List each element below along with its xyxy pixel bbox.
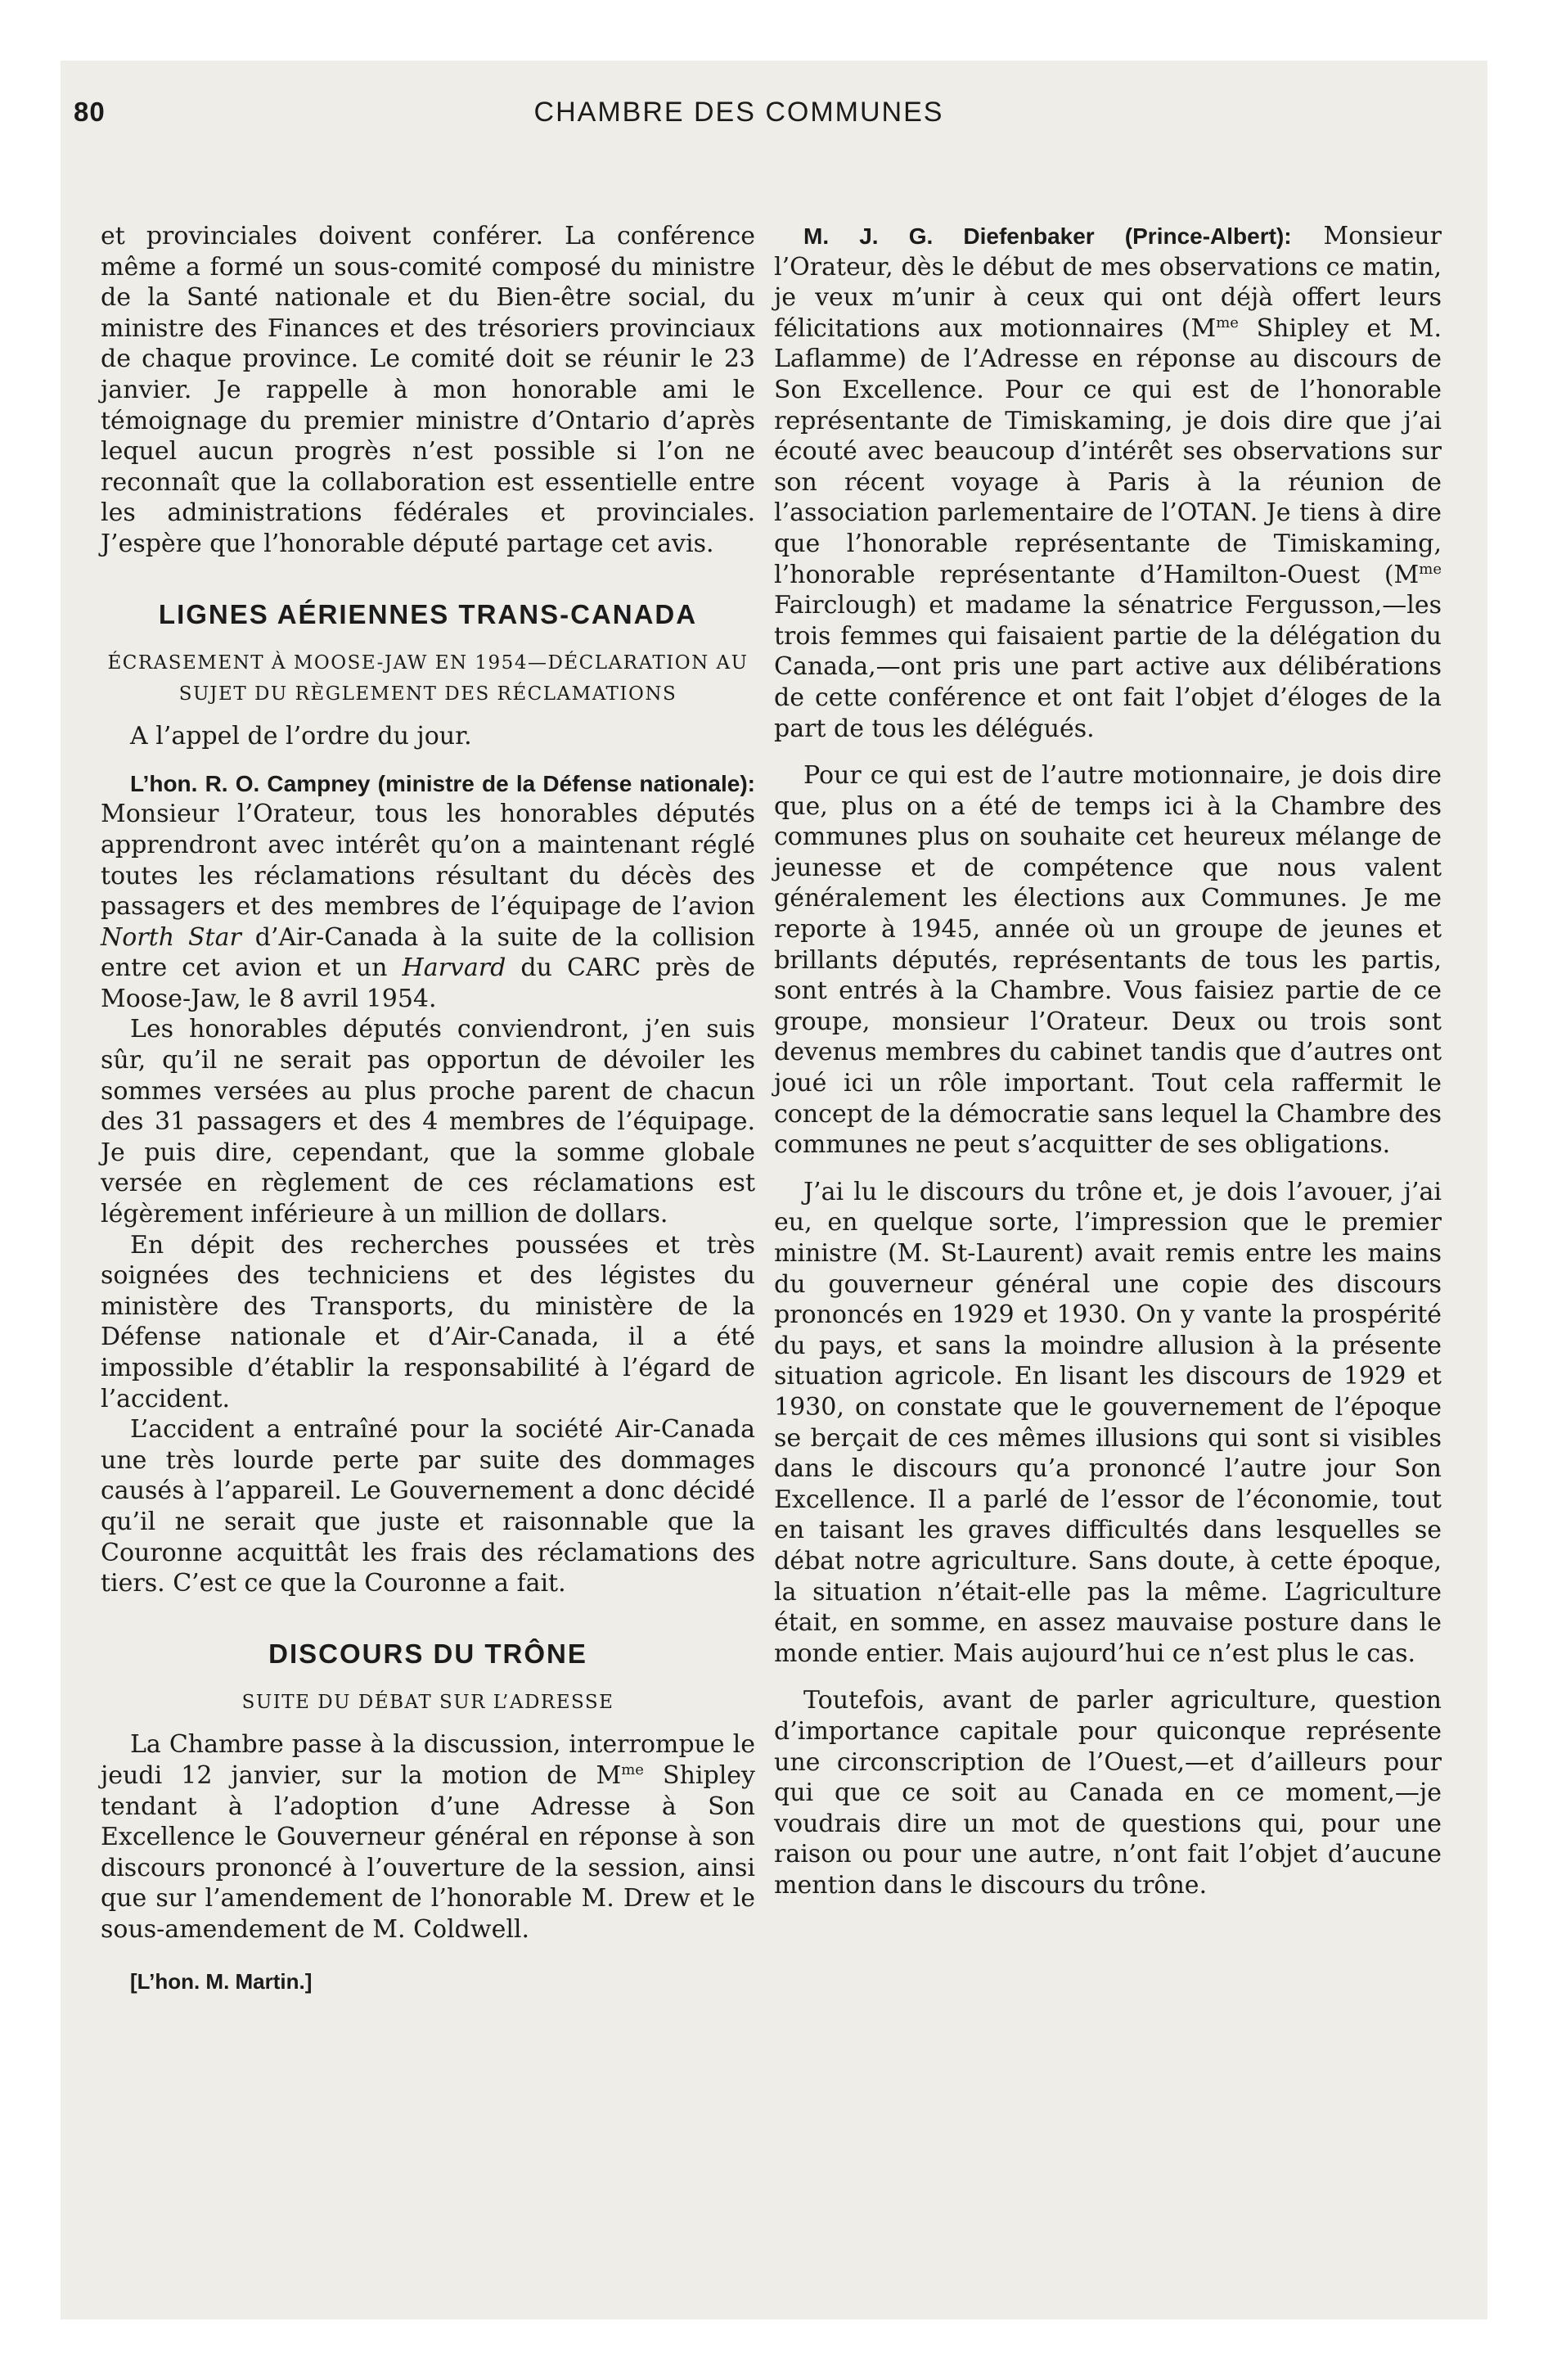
paragraph-motion: La Chambre passe à la discussion, interrompue le jeudi 12 janvier, sur la motion de $M^{me}$ Shipley tendant à l’adoption d’une Adresse à Son Excellence le Gouverneur général en réponse à son discours prononcé à l’ouverture de la session, ainsi que sur l’amendement de l’honorable M. Drew et le sous-amendement de M. Coldwell. [101,1730,755,1944]
paragraph: Les honorables députés conviendront, j’en suis sûr, qu’il ne serait pas opportun de dévoiler les sommes versées au plus proche parent de chacun des 31 passagers et des 4 membres de l’équipage. Je puis dire, cependant, que la somme globale versée en règlement de ces réclamations est légèrement inférieure à un million de dollars. [101,1015,755,1229]
speaker-attribution: [L’hon. M. Martin.] [130,1968,313,1994]
paragraph-diefenbaker: M. J. G. Diefenbaker (Prince-Albert): Monsieur l’Orateur, dès le début de mes observations ce matin, je veux m’unir à ceux qui ont déjà offert leurs félicitations aux motionnaires ($M^{me}$ Shipley et M. Laflamme) de l’Adresse en réponse au discours de Son Excellence. Pour ce qui est de l’honorable représentante de Timiskaming, je dois dire que j’ai écouté avec beaucoup d’intérêt ses observations sur son récent voyage à Paris à la réunion de l’association parlementaire de l’OTAN. Je tiens à dire que l’honorable représentante de Timiskaming, l’honorable représentante d’Hamilton-Ouest ($M^{me}$ Fairclough) et madame la sénatrice Fergusson,—les trois femmes qui faisaient partie de la délégation du Canada,—ont pris une part active aux délibérations de cette conférence et ont fait l’objet d’éloges de la part de tous les délégués. [774,222,1442,743]
speaker-name: M. J. G. Diefenbaker (Prince-Albert): [803,223,1292,249]
paragraph: L’accident a entraîné pour la société Air-Canada une très lourde perte par suite des dommages causés à l’appareil. Le Gouvernement a donc décidé qu’il ne serait que juste et raisonnable que la Couronne acquittât les frais des réclamations des tiers. C’est ce que la Couronne a fait. [101,1415,755,1598]
paragraph: En dépit des recherches poussées et très soignées des techniciens et des légistes du ministère des Transports, du ministère de la Défense nationale et d’Air-Canada, il a été impossible d’établir la responsabilité à l’égard de l’accident. [101,1230,755,1413]
paragraph: Pour ce qui est de l’autre motionnaire, je dois dire que, plus on a été de temps ici à la Chambre des communes plus on souhaite cet heureux mélange de jeunesse et de compétence que nous valent généralement les élections aux Communes. Je me reporte à 1945, année où un groupe de jeunes et brillants députés, représentants de tous les partis, sont entrés à la Chambre. Vous faisiez partie de ce groupe, monsieur l’Orateur. Deux ou trois sont devenus membres du cabinet tandis que d’autres ont joué ici un rôle important. Tout cela raffermit le concept de la démocratie sans lequel la Chambre des communes ne peut s’acquitter de ses obligations. [774,761,1442,1160]
paragraph: J’ai lu le discours du trône et, je dois l’avouer, j’ai eu, en quelque sorte, l’impression que le premier ministre (M. St-Laurent) avait remis entre les mains du gouverneur général une copie des discours prononcés en 1929 et 1930. On y vante la prospérité du pays, et sans la moindre allusion à la présente situation agricole. En lisant les discours de 1929 et 1930, on constate que le gouvernement de l’époque se berçait de ces mêmes illusions qui sont si visibles dans le discours qu’a prononcé l’autre jour Son Excellence. Il a parlé de l’essor de l’économie, tout en taisant les graves difficultés dans lesquelles se débat notre agriculture. Sans doute, à cette époque, la situation n’était-elle pas la même. L’agriculture était, en somme, en assez mauvaise posture dans le monde entier. Mais aujourd’hui ce n’est plus le cas. [774,1177,1442,1668]
running-title: CHAMBRE DES COMMUNES [533,97,944,128]
left-column [101,221,755,1997]
paragraph-campney: L’hon. R. O. Campney (ministre de la Défense nationale): Monsieur l’Orateur, tous les honorables députés apprendront avec intérêt qu’on a maintenant réglé toutes les réclamations résultant du décès des passagers et des membres de l’équipage de l’avion North Star d’Air-Canada à la suite de la collision entre cet avion et un Harvard du CARC près de Moose-Jaw, le 8 avril 1954. [101,770,756,1013]
page-number: 80 [74,97,106,127]
paragraph: et provinciales doivent conférer. La conférence même a formé un sous-comité composé du ministre de la Santé nationale et du Bien-être social, du ministre des Finances et des trésoriers provinciaux de chaque province. Le comité doit se réunir le 23 janvier. Je rappelle à mon honorable ami le témoignage du premier ministre d’Ontario d’après lequel aucun progrès n’est possible si l’on ne reconnaît que la collaboration est essentielle entre les administrations fédérales et provinciales. J’espère que l’honorable député partage cet avis. [101,222,755,558]
section-heading-throne-speech: DISCOURS DU TRÔNE [268,1638,587,1669]
speaker-name: L’hon. R. O. Campney (ministre de la Défense nationale): [130,770,755,796]
section-subheading-debate: SUITE DU DÉBAT SUR L’ADRESSE [241,1692,614,1714]
right-column [774,221,1442,1900]
section-subheading-crash: ÉCRASEMENT À MOOSE-JAW EN 1954—DÉCLARATION AU SUJET DU RÈGLEMENT DES RÉCLAMATIONS [107,652,749,705]
page-header [39,97,1438,141]
section-heading-airlines: LIGNES AÉRIENNES TRANS-CANADA [158,598,698,629]
paragraph: Toutefois, avant de parler agriculture, question d’importance capitale pour quiconque représente une circonscription de l’Ouest,—et d’ailleurs pour qui que ce soit au Canada en ce moment,—je voudrais dire un mot de questions qui, pour une raison ou pour une autre, n’ont fait l’objet d’aucune mention dans le discours du trône. [774,1686,1442,1900]
paragraph: A l’appel de l’ordre du jour. [130,722,472,751]
